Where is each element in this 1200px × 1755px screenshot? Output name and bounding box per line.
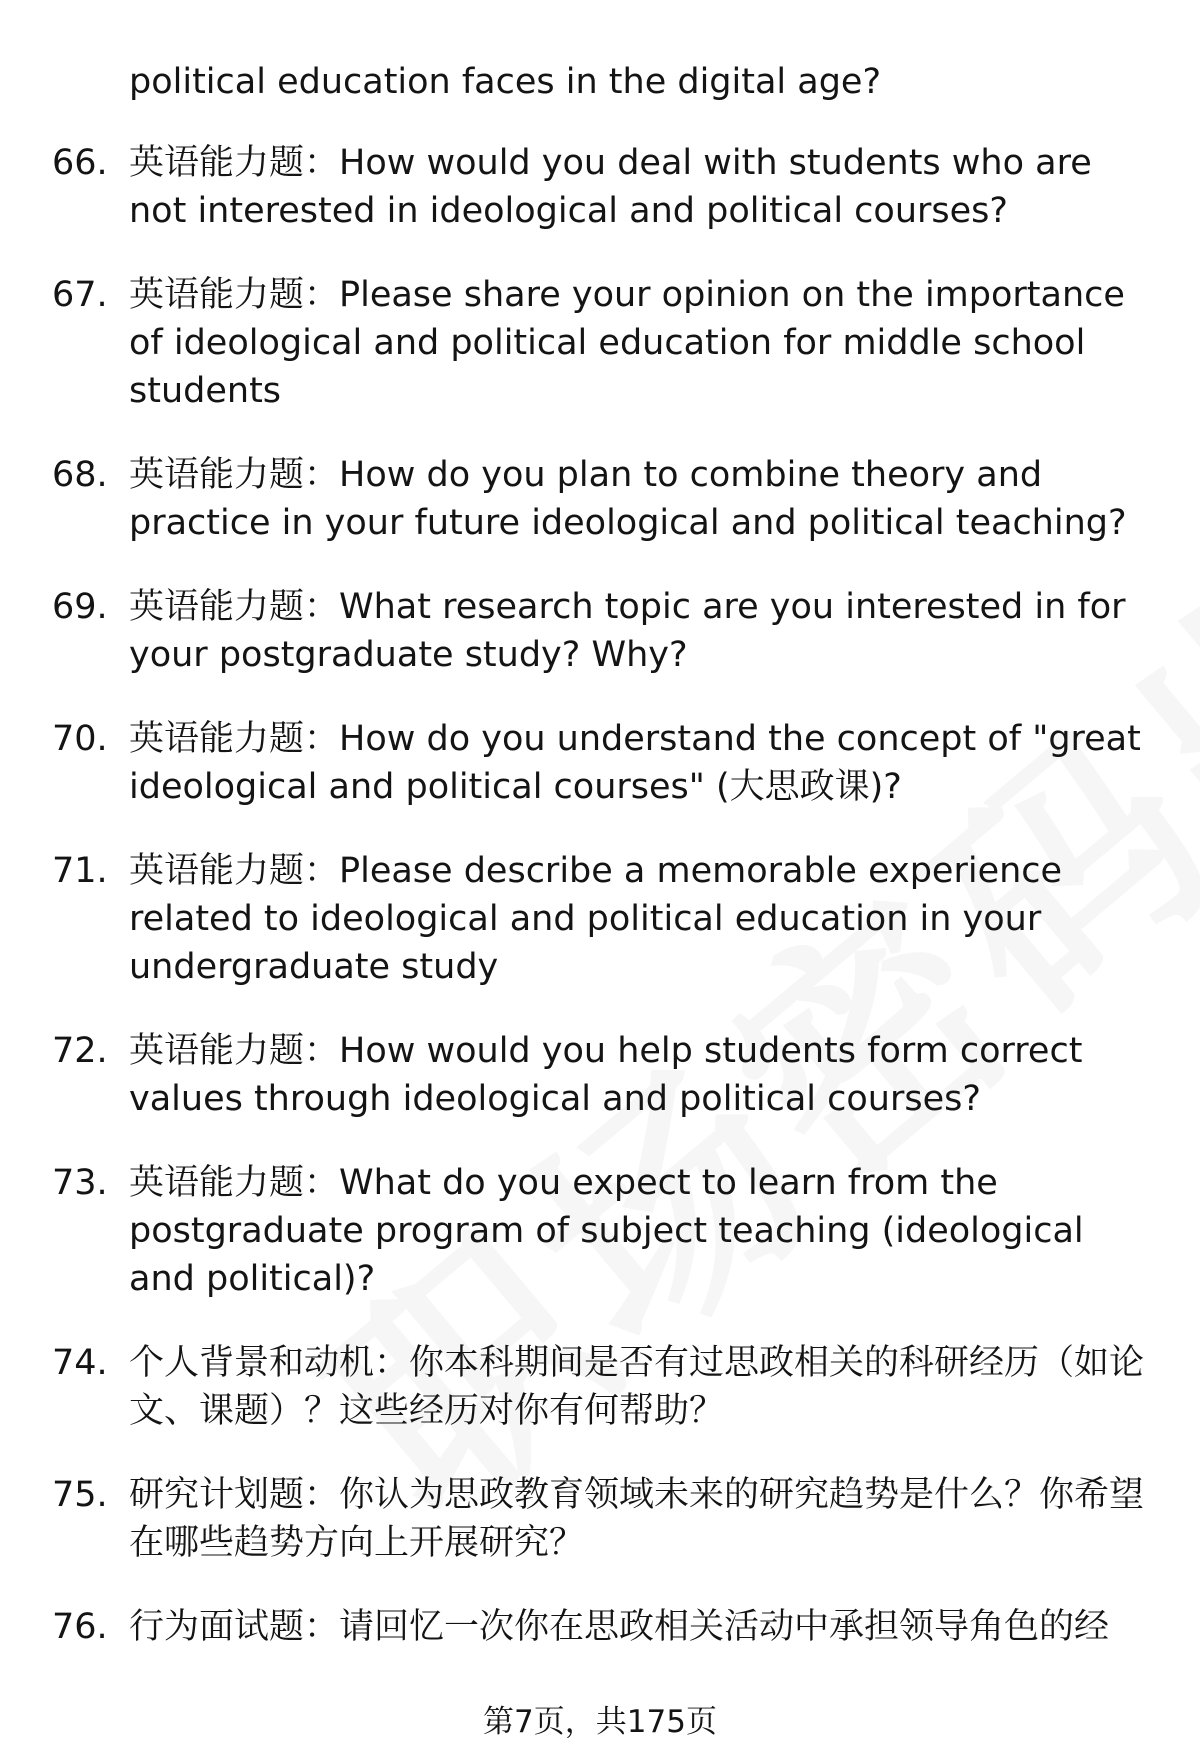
list-item <box>0 583 1200 679</box>
question-text: 英语能力题：How would you deal with students who are not interested in ideological and political courses? <box>129 143 1092 231</box>
question-number: 73. <box>52 1163 108 1203</box>
question-text: 英语能力题：Please share your opinion on the importance of ideological and political education for middle school students <box>129 275 1125 411</box>
question-number: 74. <box>52 1343 108 1383</box>
question-text: 英语能力题：How would you help students form correct values through ideological and political courses? <box>129 1031 1083 1119</box>
question-number: 70. <box>52 719 108 759</box>
question-text: 英语能力题：What research topic are you interested in for your postgraduate study? Why? <box>129 587 1126 675</box>
question-number: 69. <box>52 587 108 627</box>
question-text: 个人背景和动机：你本科期间是否有过思政相关的科研经历（如论文、课题）？这些经历对你有何帮助？ <box>129 1343 1145 1431</box>
list-item <box>0 139 1200 235</box>
continued-question-text: political education faces in the digital age? <box>129 62 882 102</box>
list-item <box>0 1159 1200 1303</box>
question-number: 66. <box>52 143 108 183</box>
list-item <box>0 271 1200 415</box>
list-item <box>0 451 1200 547</box>
question-number: 68. <box>52 455 108 495</box>
question-number: 72. <box>52 1031 108 1071</box>
question-number: 71. <box>52 851 108 891</box>
list-item <box>0 1471 1200 1567</box>
question-number: 76. <box>52 1607 108 1647</box>
question-text: 行为面试题：请回忆一次你在思政相关活动中承担领导角色的经 <box>129 1607 1110 1647</box>
page-number-footer: 第7页，共175页 <box>483 1704 717 1740</box>
question-text: 英语能力题：What do you expect to learn from the postgraduate program of subject teaching (ideological and political)? <box>129 1163 1084 1299</box>
question-text: 英语能力题：Please describe a memorable experience related to ideological and political education in your undergraduate study <box>129 851 1063 987</box>
question-text: 英语能力题：How do you understand the concept of "great ideological and political courses" (大思政课)? <box>129 719 1141 807</box>
list-item <box>0 1339 1200 1435</box>
question-number: 75. <box>52 1475 108 1515</box>
list-item <box>0 847 1200 991</box>
list-item <box>0 1603 1200 1651</box>
question-text: 英语能力题：How do you plan to combine theory and practice in your future ideological and political teaching? <box>129 455 1127 543</box>
list-item <box>0 715 1200 811</box>
question-list <box>0 139 1200 1687</box>
list-item <box>0 1027 1200 1123</box>
question-number: 67. <box>52 275 108 315</box>
question-text: 研究计划题：你认为思政教育领域未来的研究趋势是什么？你希望在哪些趋势方向上开展研究？ <box>129 1475 1145 1563</box>
